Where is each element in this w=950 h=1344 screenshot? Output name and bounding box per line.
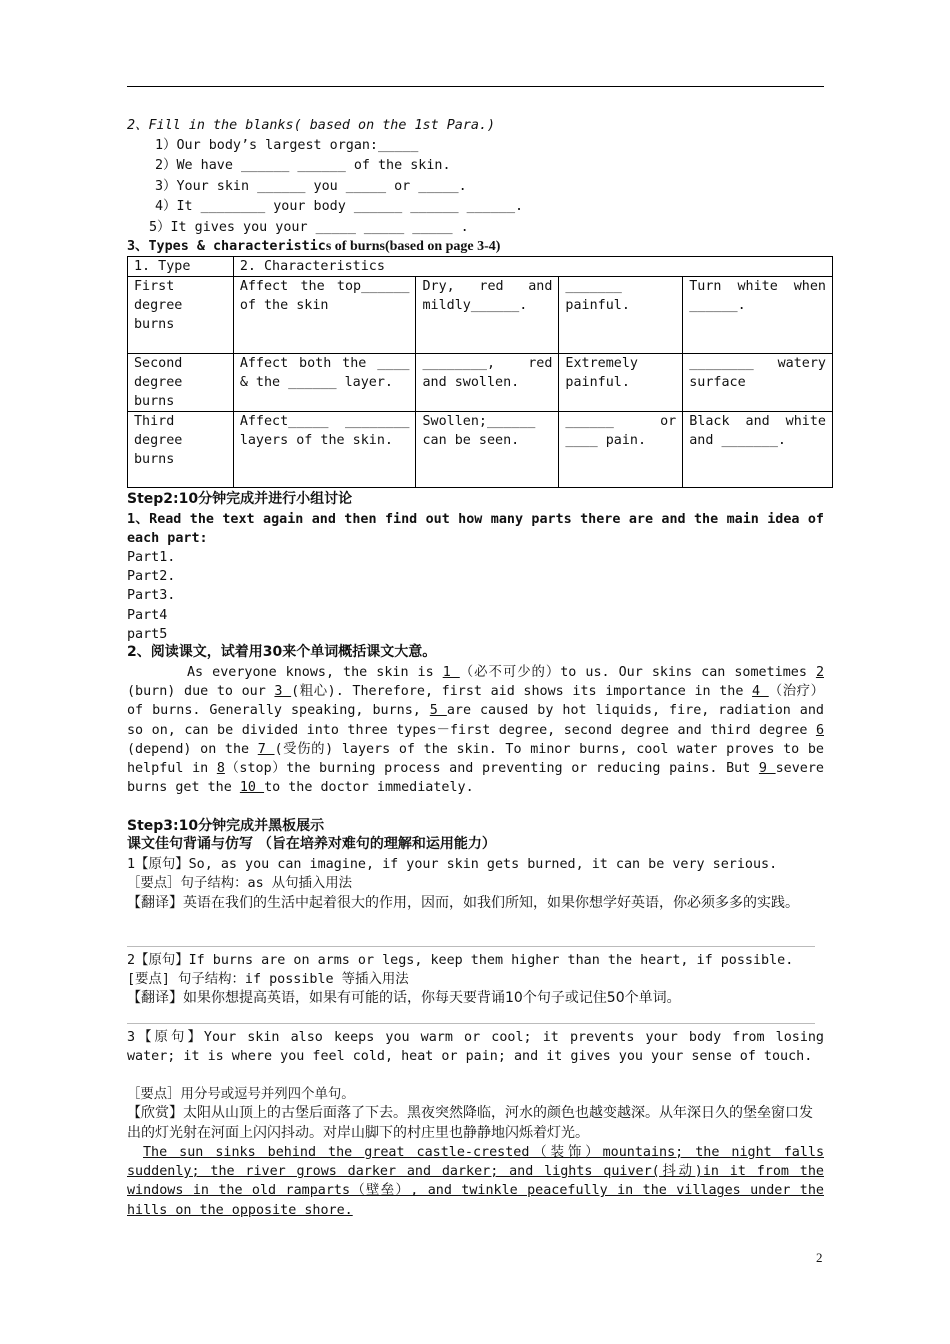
blank-7[interactable]: 7 bbox=[257, 741, 275, 757]
cell-r1-c1: First degree burns bbox=[128, 277, 234, 354]
summary-paragraph: As everyone knows, the skin is 1 （必不可少的）to us. Our skins can sometimes 2 (burn) due to our 3 (粗心). Therefore, first aid shows its importance in the 4 （治疗） of burns. Generally speaking, burns, 5 are caused by hot liquids, fire, radiation and so on, can be divided into three types－first degree, second degree and third degree 6 (depend) on the 7 (受伤的) layers of the skin. To minor burns, cool water proves to be helpful in 8（stop）the burning process and preventing or reducing pains. But 9 severe burns get the 10 to the doctor immediately. bbox=[127, 665, 825, 796]
section3-heading: 3、Types & characteristics of burns(based on page 3-4) bbox=[127, 239, 501, 254]
cell-r3-c1: Third degree burns bbox=[128, 412, 234, 488]
blank-4[interactable]: 4 bbox=[752, 684, 769, 700]
sentence3-point: ［要点］用分号或逗号并列四个单句。 bbox=[127, 1087, 355, 1102]
fill-item-3: 3）Your skin ______ you _____ or _____. bbox=[155, 179, 467, 194]
blank-3[interactable]: 3 bbox=[274, 684, 292, 700]
sentence2-original: 2【原句】If burns are on arms or legs, keep them higher than the heart, if possible. bbox=[127, 953, 794, 968]
cell-r3-c2: Affect_____ ________ layers of the skin. bbox=[233, 412, 416, 488]
part-1: Part1. bbox=[127, 550, 176, 565]
part-3: Part3. bbox=[127, 588, 176, 603]
blank-1[interactable]: 1 bbox=[442, 665, 460, 680]
section2-heading: 2、Fill in the blanks( based on the 1st Para.) bbox=[127, 118, 496, 133]
blank-8[interactable]: 8 bbox=[216, 761, 225, 777]
sentence3-original: 3【原句】Your skin also keeps you warm or cool; it prevents your body from losing water; it is where you feel cold, heat or pain; and it gives you your sense of touch. bbox=[127, 1030, 824, 1065]
answer-line-2[interactable] bbox=[127, 1023, 815, 1024]
step3-subheading: 课文佳句背诵与仿写 （旨在培养对难句的理解和运用能力） bbox=[127, 836, 496, 852]
sentence3-english: The sun sinks behind the great castle-crested（装饰）mountains; the night falls suddenly; the river grows darker and darker; and lights quiver(抖动)in it from the windows in the old ramparts（壁垒）, and twinkle peacefully in the villages under the hills on the opposite shore. bbox=[127, 1145, 824, 1218]
cell-r3-c5: Black and white and _______. bbox=[683, 412, 833, 488]
sentence2-translation: 【翻译】如果你想提高英语，如果有可能的话，你每天要背诵10个句子或记住50个单词。 bbox=[127, 990, 681, 1006]
step2-question-2: 2、阅读课文，试着用30来个单词概括课文大意。 bbox=[127, 644, 437, 660]
step3-heading: Step3:10分钟完成并黑板展示 bbox=[127, 818, 325, 834]
step2-heading: Step2:10分钟完成并进行小组讨论 bbox=[127, 491, 353, 507]
part-2: Part2. bbox=[127, 569, 176, 584]
cell-r2-c3: ________, red and swollen. bbox=[416, 354, 559, 412]
blank-2[interactable]: 2 bbox=[815, 665, 824, 680]
header-rule bbox=[127, 86, 824, 87]
cell-r3-c3: Swollen;______ can be seen. bbox=[416, 412, 559, 488]
cell-r2-c5: ________ watery surface bbox=[683, 354, 833, 412]
sentence3-appreciation: 【欣赏】太阳从山顶上的古堡后面落了下去。黑夜突然降临，河水的颜色也越变越深。从年深日久的堡垒窗口发出的灯光射在河面上闪闪抖动。对岸山脚下的村庄里也静静地闪烁着灯光。 bbox=[127, 1105, 813, 1141]
sentence1-translation: 【翻译】英语在我们的生活中起着很大的作用，因而，如我们所知，如果你想学好英语，你必须多多的实践。 bbox=[127, 895, 799, 911]
header-characteristics: 2. Characteristics bbox=[233, 257, 832, 277]
fill-item-1: 1）Our body’s largest organ:_____ bbox=[155, 138, 419, 153]
cell-r1-c3: Dry, red and mildly______. bbox=[416, 277, 559, 354]
header-type: 1. Type bbox=[128, 257, 234, 277]
fill-item-4: 4）It ________ your body ______ ______ ______. bbox=[155, 199, 524, 214]
page-number: 2 bbox=[816, 1250, 823, 1265]
step2-question-1: 1、Read the text again and then find out how many parts there are and the main idea of each part: bbox=[127, 512, 824, 547]
blank-6[interactable]: 6 bbox=[815, 722, 824, 738]
blank-5[interactable]: 5 bbox=[429, 703, 447, 719]
answer-line-1[interactable] bbox=[127, 946, 815, 947]
cell-r1-c5: Turn white when ______. bbox=[683, 277, 833, 354]
cell-r1-c2: Affect the top______ of the skin bbox=[233, 277, 416, 354]
sentence1-point: ［要点］句子结构：as 从句插入用法 bbox=[127, 876, 353, 891]
fill-item-5: 5）It gives you your _____ _____ _____ . bbox=[149, 220, 469, 235]
blank-9[interactable]: 9 bbox=[758, 761, 776, 777]
cell-r1-c4: _______ painful. bbox=[559, 277, 683, 354]
cell-r2-c1: Second degree burns bbox=[128, 354, 234, 412]
blank-10[interactable]: 10 bbox=[239, 780, 265, 796]
cell-r2-c2: Affect both the ____ & the ______ layer. bbox=[233, 354, 416, 412]
part-4: Part4 bbox=[127, 608, 168, 623]
sentence2-point: [要点] 句子结构：if possible 等插入用法 bbox=[127, 972, 409, 987]
sentence1-original: 1【原句】So, as you can imagine, if your skin gets burned, it can be very serious. bbox=[127, 857, 778, 872]
cell-r3-c4: ______ or ____ pain. bbox=[559, 412, 683, 488]
fill-item-2: 2）We have ______ ______ of the skin. bbox=[155, 158, 451, 173]
burns-table bbox=[127, 256, 833, 488]
part-5: part5 bbox=[127, 627, 168, 642]
cell-r2-c4: Extremely painful. bbox=[559, 354, 683, 412]
